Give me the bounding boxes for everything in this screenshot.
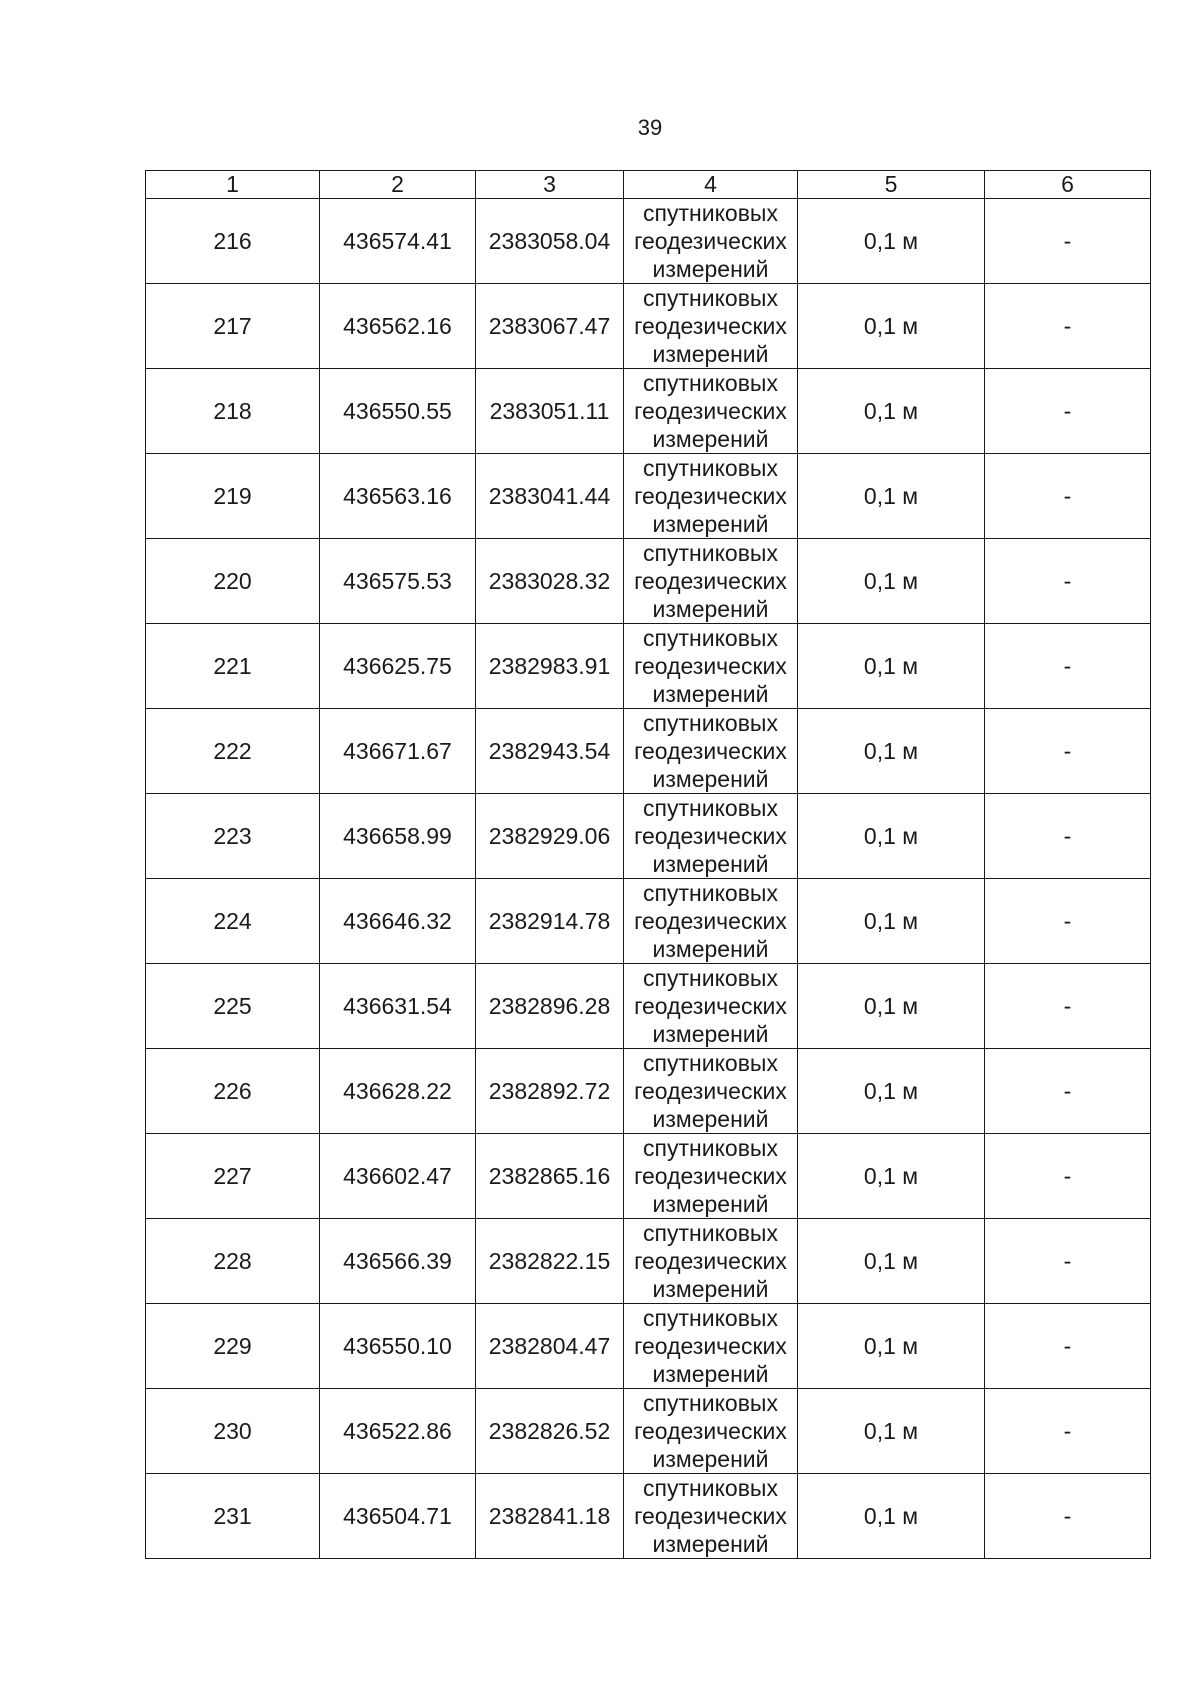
table-row	[146, 369, 1151, 454]
accuracy-cell: 0,1 м	[798, 369, 985, 454]
table-row	[146, 1219, 1151, 1304]
point-number-cell: 224	[146, 879, 320, 964]
method-line: измерений	[652, 511, 769, 537]
table-row	[146, 284, 1151, 369]
x-coordinate-cell: 436574.41	[320, 199, 476, 284]
note-cell: -	[985, 539, 1151, 624]
method-line: спутниковых	[643, 880, 778, 906]
method-line: геодезических	[634, 738, 787, 764]
accuracy-cell: 0,1 м	[798, 539, 985, 624]
method-line: спутниковых	[643, 1305, 778, 1331]
method-line: геодезических	[634, 1333, 787, 1359]
method-line: спутниковых	[643, 200, 778, 226]
accuracy-cell: 0,1 м	[798, 1474, 985, 1559]
method-cell	[624, 369, 798, 454]
y-coordinate-cell: 2383058.04	[476, 199, 624, 284]
method-cell	[624, 794, 798, 879]
accuracy-cell: 0,1 м	[798, 964, 985, 1049]
method-line: измерений	[652, 341, 769, 367]
accuracy-cell: 0,1 м	[798, 709, 985, 794]
method-line: измерений	[652, 596, 769, 622]
table-row	[146, 1304, 1151, 1389]
accuracy-cell: 0,1 м	[798, 1134, 985, 1219]
y-coordinate-cell: 2382822.15	[476, 1219, 624, 1304]
method-line: геодезических	[634, 313, 787, 339]
table-row	[146, 624, 1151, 709]
point-number-cell: 218	[146, 369, 320, 454]
method-line: измерений	[652, 426, 769, 452]
column-header: 5	[798, 171, 985, 199]
method-line: измерений	[652, 851, 769, 877]
y-coordinate-cell: 2382804.47	[476, 1304, 624, 1389]
note-cell: -	[985, 1049, 1151, 1134]
column-header: 6	[985, 171, 1151, 199]
point-number-cell: 221	[146, 624, 320, 709]
method-line: спутниковых	[643, 1050, 778, 1076]
accuracy-cell: 0,1 м	[798, 1304, 985, 1389]
point-number-cell: 219	[146, 454, 320, 539]
method-line: измерений	[652, 1106, 769, 1132]
y-coordinate-cell: 2382841.18	[476, 1474, 624, 1559]
point-number-cell: 227	[146, 1134, 320, 1219]
point-number-cell: 220	[146, 539, 320, 624]
method-line: геодезических	[634, 1163, 787, 1189]
x-coordinate-cell: 436522.86	[320, 1389, 476, 1474]
method-line: спутниковых	[643, 370, 778, 396]
method-line: спутниковых	[643, 1475, 778, 1501]
method-line: спутниковых	[643, 540, 778, 566]
method-cell	[624, 454, 798, 539]
method-line: спутниковых	[643, 710, 778, 736]
x-coordinate-cell: 436646.32	[320, 879, 476, 964]
table-row	[146, 1474, 1151, 1559]
method-line: геодезических	[634, 908, 787, 934]
x-coordinate-cell: 436628.22	[320, 1049, 476, 1134]
accuracy-cell: 0,1 м	[798, 794, 985, 879]
page-number: 39	[637, 115, 663, 140]
note-cell: -	[985, 199, 1151, 284]
table-row	[146, 454, 1151, 539]
method-line: измерений	[652, 766, 769, 792]
note-cell: -	[985, 1304, 1151, 1389]
table-row	[146, 709, 1151, 794]
x-coordinate-cell: 436550.55	[320, 369, 476, 454]
point-number-cell: 223	[146, 794, 320, 879]
coordinates-table	[145, 170, 1151, 1559]
method-line: геодезических	[634, 1418, 787, 1444]
y-coordinate-cell: 2383051.11	[476, 369, 624, 454]
method-cell	[624, 1304, 798, 1389]
y-coordinate-cell: 2382892.72	[476, 1049, 624, 1134]
method-line: геодезических	[634, 993, 787, 1019]
y-coordinate-cell: 2383041.44	[476, 454, 624, 539]
method-line: геодезических	[634, 1503, 787, 1529]
accuracy-cell: 0,1 м	[798, 199, 985, 284]
method-line: геодезических	[634, 1078, 787, 1104]
note-cell: -	[985, 284, 1151, 369]
x-coordinate-cell: 436563.16	[320, 454, 476, 539]
point-number-cell: 216	[146, 199, 320, 284]
table-row	[146, 879, 1151, 964]
accuracy-cell: 0,1 м	[798, 284, 985, 369]
table-body	[146, 171, 1151, 1559]
x-coordinate-cell: 436575.53	[320, 539, 476, 624]
method-line: спутниковых	[643, 285, 778, 311]
method-line: измерений	[652, 681, 769, 707]
method-cell	[624, 1389, 798, 1474]
note-cell: -	[985, 1474, 1151, 1559]
accuracy-cell: 0,1 м	[798, 1219, 985, 1304]
method-line: измерений	[652, 1446, 769, 1472]
note-cell: -	[985, 879, 1151, 964]
x-coordinate-cell: 436658.99	[320, 794, 476, 879]
method-line: измерений	[652, 936, 769, 962]
method-line: геодезических	[634, 398, 787, 424]
method-line: геодезических	[634, 823, 787, 849]
point-number-cell: 222	[146, 709, 320, 794]
table-row	[146, 1049, 1151, 1134]
method-cell	[624, 284, 798, 369]
column-header: 3	[476, 171, 624, 199]
method-line: геодезических	[634, 653, 787, 679]
column-header: 4	[624, 171, 798, 199]
method-line: геодезических	[634, 483, 787, 509]
method-line: спутниковых	[643, 965, 778, 991]
x-coordinate-cell: 436625.75	[320, 624, 476, 709]
x-coordinate-cell: 436562.16	[320, 284, 476, 369]
method-line: измерений	[652, 1531, 769, 1557]
method-line: измерений	[652, 1021, 769, 1047]
note-cell: -	[985, 1219, 1151, 1304]
accuracy-cell: 0,1 м	[798, 1049, 985, 1134]
point-number-cell: 217	[146, 284, 320, 369]
x-coordinate-cell: 436566.39	[320, 1219, 476, 1304]
method-line: геодезических	[634, 568, 787, 594]
method-cell	[624, 539, 798, 624]
y-coordinate-cell: 2382929.06	[476, 794, 624, 879]
point-number-cell: 225	[146, 964, 320, 1049]
method-line: геодезических	[634, 1248, 787, 1274]
method-line: измерений	[652, 1191, 769, 1217]
table-row	[146, 794, 1151, 879]
note-cell: -	[985, 1134, 1151, 1219]
table-row	[146, 1134, 1151, 1219]
column-header: 1	[146, 171, 320, 199]
method-line: геодезических	[634, 228, 787, 254]
point-number-cell: 226	[146, 1049, 320, 1134]
note-cell: -	[985, 1389, 1151, 1474]
method-cell	[624, 624, 798, 709]
y-coordinate-cell: 2382943.54	[476, 709, 624, 794]
note-cell: -	[985, 964, 1151, 1049]
point-number-cell: 230	[146, 1389, 320, 1474]
x-coordinate-cell: 436631.54	[320, 964, 476, 1049]
table-row	[146, 964, 1151, 1049]
y-coordinate-cell: 2382865.16	[476, 1134, 624, 1219]
note-cell: -	[985, 709, 1151, 794]
method-line: измерений	[652, 1276, 769, 1302]
point-number-cell: 231	[146, 1474, 320, 1559]
y-coordinate-cell: 2383028.32	[476, 539, 624, 624]
note-cell: -	[985, 454, 1151, 539]
method-cell	[624, 199, 798, 284]
y-coordinate-cell: 2382826.52	[476, 1389, 624, 1474]
method-cell	[624, 1474, 798, 1559]
x-coordinate-cell: 436504.71	[320, 1474, 476, 1559]
method-cell	[624, 1219, 798, 1304]
method-line: спутниковых	[643, 625, 778, 651]
method-line: спутниковых	[643, 1220, 778, 1246]
accuracy-cell: 0,1 м	[798, 1389, 985, 1474]
table-row	[146, 539, 1151, 624]
method-line: измерений	[652, 1361, 769, 1387]
method-line: спутниковых	[643, 1390, 778, 1416]
point-number-cell: 228	[146, 1219, 320, 1304]
accuracy-cell: 0,1 м	[798, 624, 985, 709]
method-line: спутниковых	[643, 795, 778, 821]
y-coordinate-cell: 2382914.78	[476, 879, 624, 964]
y-coordinate-cell: 2382896.28	[476, 964, 624, 1049]
note-cell: -	[985, 624, 1151, 709]
note-cell: -	[985, 369, 1151, 454]
table-row	[146, 199, 1151, 284]
method-cell	[624, 709, 798, 794]
table-row	[146, 1389, 1151, 1474]
method-cell	[624, 879, 798, 964]
accuracy-cell: 0,1 м	[798, 879, 985, 964]
y-coordinate-cell: 2383067.47	[476, 284, 624, 369]
method-line: спутниковых	[643, 1135, 778, 1161]
method-cell	[624, 964, 798, 1049]
method-cell	[624, 1134, 798, 1219]
x-coordinate-cell: 436550.10	[320, 1304, 476, 1389]
column-header: 2	[320, 171, 476, 199]
method-cell	[624, 1049, 798, 1134]
y-coordinate-cell: 2382983.91	[476, 624, 624, 709]
x-coordinate-cell: 436671.67	[320, 709, 476, 794]
method-line: измерений	[652, 256, 769, 282]
note-cell: -	[985, 794, 1151, 879]
x-coordinate-cell: 436602.47	[320, 1134, 476, 1219]
header-row	[146, 171, 1151, 199]
accuracy-cell: 0,1 м	[798, 454, 985, 539]
point-number-cell: 229	[146, 1304, 320, 1389]
method-line: спутниковых	[643, 455, 778, 481]
